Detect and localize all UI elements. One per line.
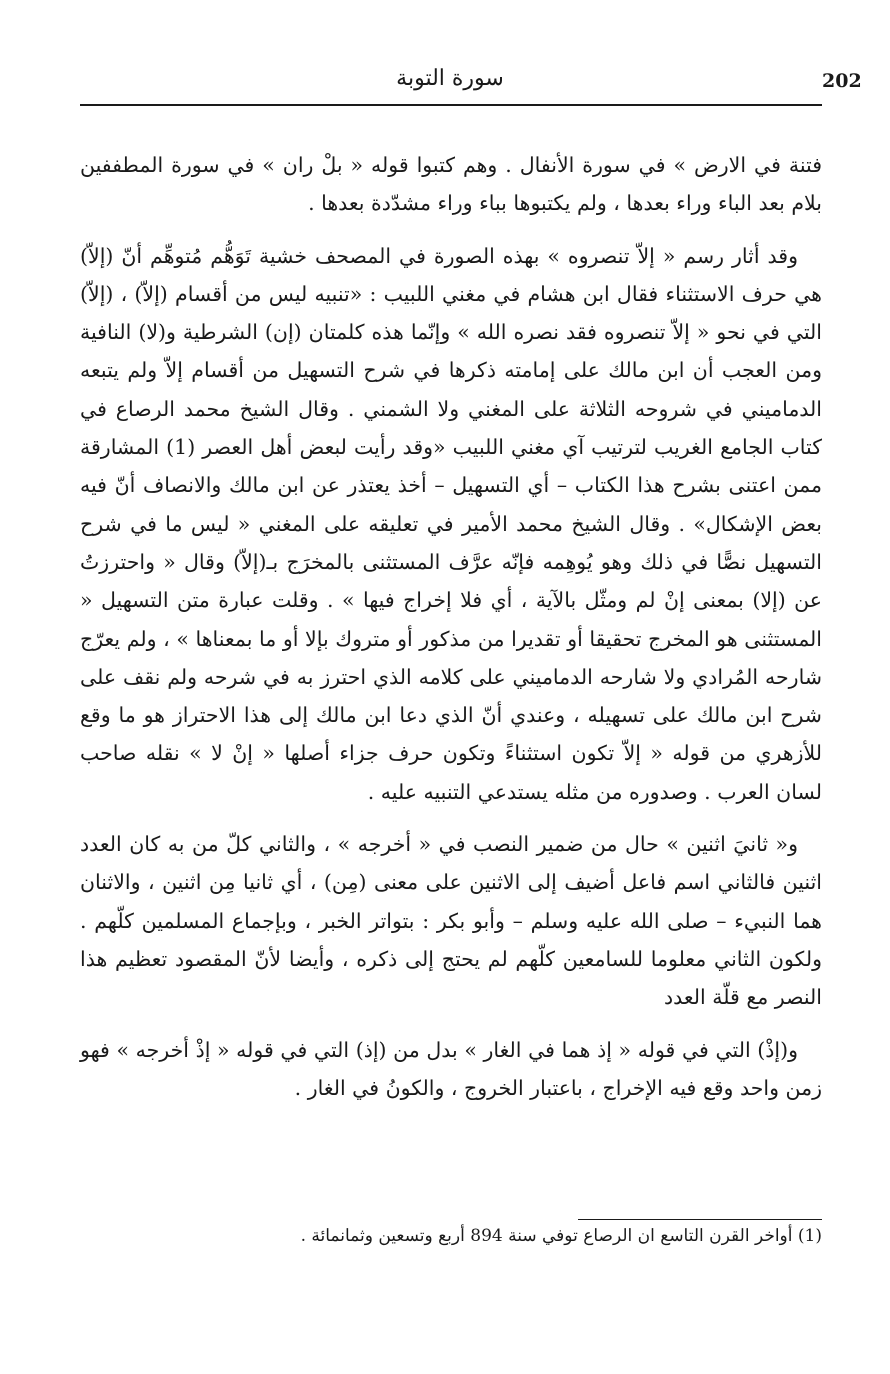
surah-title: سورة التوبة xyxy=(396,66,504,91)
footnote: (1) أواخر القرن التاسع ان الرصاع توفي سنة 894 أربع وتسعين وثمانمائة . xyxy=(300,1226,822,1246)
body-text xyxy=(80,146,822,1121)
header-rule xyxy=(80,104,822,106)
page-number: 202 xyxy=(822,70,862,92)
paragraph: وقد أثار رسم « إلاّ تنصروه » بهذه الصورة في المصحف خشية تَوَهُّم مُتوهِّم أنّ (إلاّ) هي حرف الاستثناء فقال ابن هشام في مغني اللبيب : «تنبيه ليس من أقسام (إلاّ) ، (إلاّ) التي في نحو « إلاّ تنصروه فقد نصره الله » وإنّما هذه كلمتان (إن) الشرطية و(لا) النافية ومن العجب أن ابن مالك على إمامته ذكرها في شرح التسهيل من أقسام إلاّ ولم يتبعه الدماميني في شروحه الثلاثة على المغني ولا الشمني . وقال الشيخ محمد الرصاع في كتاب الجامع الغريب لترتيب آي مغني اللبيب «وقد رأيت لبعض أهل العصر (1) المشارقة ممن اعتنى بشرح هذا الكتاب – أي التسهيل – أخذ يعتذر عن ابن مالك والانصاف أنّ فيه بعض الإشكال» . وقال الشيخ محمد الأمير في تعليقه على المغني « ليس ما في شرح التسهيل نصًّا في ذلك وهو يُوهِمه فإنّه عرَّف المستثنى بالمخرَج بـ(إلاّ) وقال « واحترزتُ عن (إلا) بمعنى إنْ لم ومثّل بالآية ، أي فلا إخراج فيها » . وقلت عبارة متن التسهيل « المستثنى هو المخرج تحقيقا أو تقديرا من مذكور أو متروك بإلا أو ما بمعناها » ، ولم يعرّج شارحه المُرادي ولا شارحه الدماميني على كلامه الذي احترز به في شرحه ولم نقف على شرح ابن مالك على تسهيله ، وعندي أنّ الذي دعا ابن مالك إلى هذا الاحتراز هو ما وقع للأزهري من قوله « إلاّ تكون استثناءً وتكون حرف جزاء أصلها « إنْ لا » نقله صاحب لسان العرب . وصدوره من مثله يستدعي التنبيه عليه . xyxy=(80,243,822,804)
page-header xyxy=(80,62,862,96)
footnote-rule xyxy=(578,1219,822,1220)
paragraph: و(إذْ) التي في قوله « إذ هما في الغار » بدل من (إذ) التي في قوله « إذْ أخرجه » فهو زمن واحد وقع فيه الإخراج ، باعتبار الخروج ، والكونُ في الغار . xyxy=(80,1037,822,1100)
paragraph: و« ثانيَ اثنين » حال من ضمير النصب في « أخرجه » ، والثاني كلّ من به كان العدد اثنين فالثاني اسم فاعل أضيف إلى الاثنين على معنى (مِن) ، أي ثانيا مِن اثنين ، والاثنان هما النبيء – صلى الله عليه وسلم – وأبو بكر : بتواتر الخبر ، وبإجماع المسلمين كلّهم . ولكون الثاني معلوما للسامعين كلّهم لم يحتج إلى ذكره ، وأيضا لأنّ المقصود تعظيم هذا النصر مع قلّة العدد xyxy=(80,832,822,1010)
paragraph: فتنة في الارض » في سورة الأنفال . وهم كتبوا قوله « بلْ ران » في سورة المطففين بلام بعد الباء وراء بعدها ، ولم يكتبوها بباء وراء مشدّدة بعدها . xyxy=(80,153,822,216)
